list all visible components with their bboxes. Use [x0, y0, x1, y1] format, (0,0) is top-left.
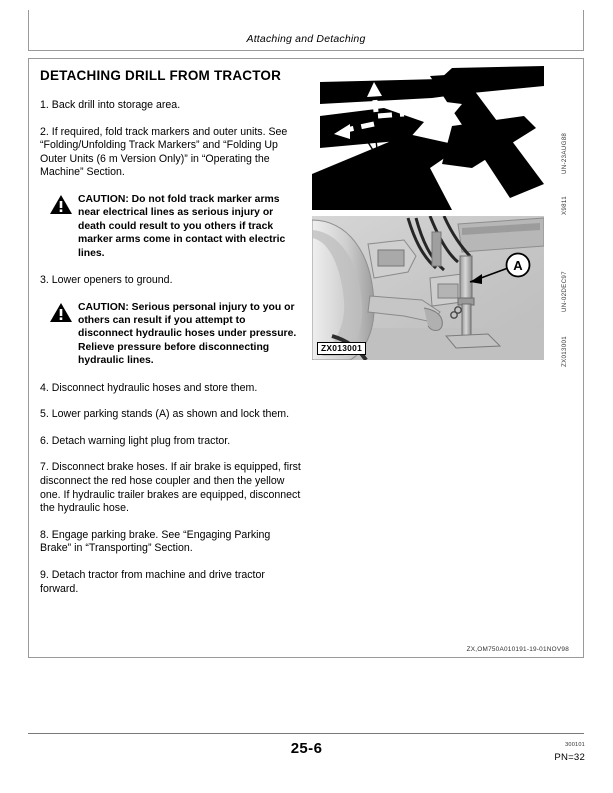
- step-8: 8. Engage parking brake. See “Engaging Parking Brake” in “Transporting” Section.: [40, 528, 271, 555]
- step-5: 5. Lower parking stands (A) as shown and lock them.: [40, 408, 290, 421]
- caution-text-2: CAUTION: Serious personal injury to you or others can result if you attempt to disconnect hydraulic hoses under pressure. Relieve pressure before disconnecting hydraulic lines.: [78, 301, 297, 367]
- illustration-column: [312, 64, 544, 360]
- running-header-title: Attaching and Detaching: [246, 33, 366, 45]
- instructions-column: [40, 68, 302, 596]
- page-title: DETACHING DRILL FROM TRACTOR: [40, 68, 282, 83]
- caution-text-1: CAUTION: Do not fold track marker arms near electrical lines as serious injury or death could result to you others if track marker arms come in contact with electric lines.: [78, 193, 286, 259]
- page-number: 25-6: [290, 740, 323, 757]
- footer-divider: [28, 733, 584, 734]
- figure-identifier: ZX,OM750A010191-19-01NOV98: [466, 646, 569, 653]
- figure-side-code-zx013001: ZX013001: [561, 336, 568, 367]
- footer-pn-code: PN=32: [554, 752, 585, 763]
- figure-track-marker-warning: [312, 64, 544, 210]
- page-header-box: [28, 10, 584, 51]
- figure-side-code-un02dec97: UN-02DEC97: [561, 271, 568, 312]
- warning-triangle-icon: [50, 193, 72, 219]
- svg-text:A: A: [513, 258, 523, 273]
- figure-side-code-un23aug88: UN-23AUG88: [561, 132, 568, 174]
- step-6: 6. Detach warning light plug from tractor.: [40, 434, 231, 447]
- caution-block-1: [40, 193, 302, 260]
- step-7: 7. Disconnect brake hoses. If air brake is equipped, first disconnect the red hose coupler and then the yellow one. If hydraulic trailer brakes are equipped, disconnect the hydraulic hose.: [40, 461, 301, 515]
- figure-parking-stand-photo: [312, 216, 544, 360]
- step-3: 3. Lower openers to ground.: [40, 274, 173, 286]
- figure-side-code-x9811: X9811: [561, 196, 568, 215]
- step-1: 1. Back drill into storage area.: [40, 99, 181, 111]
- step-4: 4. Disconnect hydraulic hoses and store them.: [40, 381, 258, 394]
- caution-block-2: [40, 301, 302, 368]
- footer-revision-code: 300101: [565, 742, 585, 748]
- step-2: 2. If required, fold track markers and outer units. See “Folding/Unfolding Track Markers” and “Folding Up Outer Units (6 m Version Only)” in “Operating the Machine” Section.: [40, 125, 288, 179]
- step-9: 9. Detach tractor from machine and drive tractor forward.: [40, 568, 265, 595]
- photo-caption: ZX013001: [317, 342, 366, 355]
- warning-triangle-icon: [50, 301, 72, 327]
